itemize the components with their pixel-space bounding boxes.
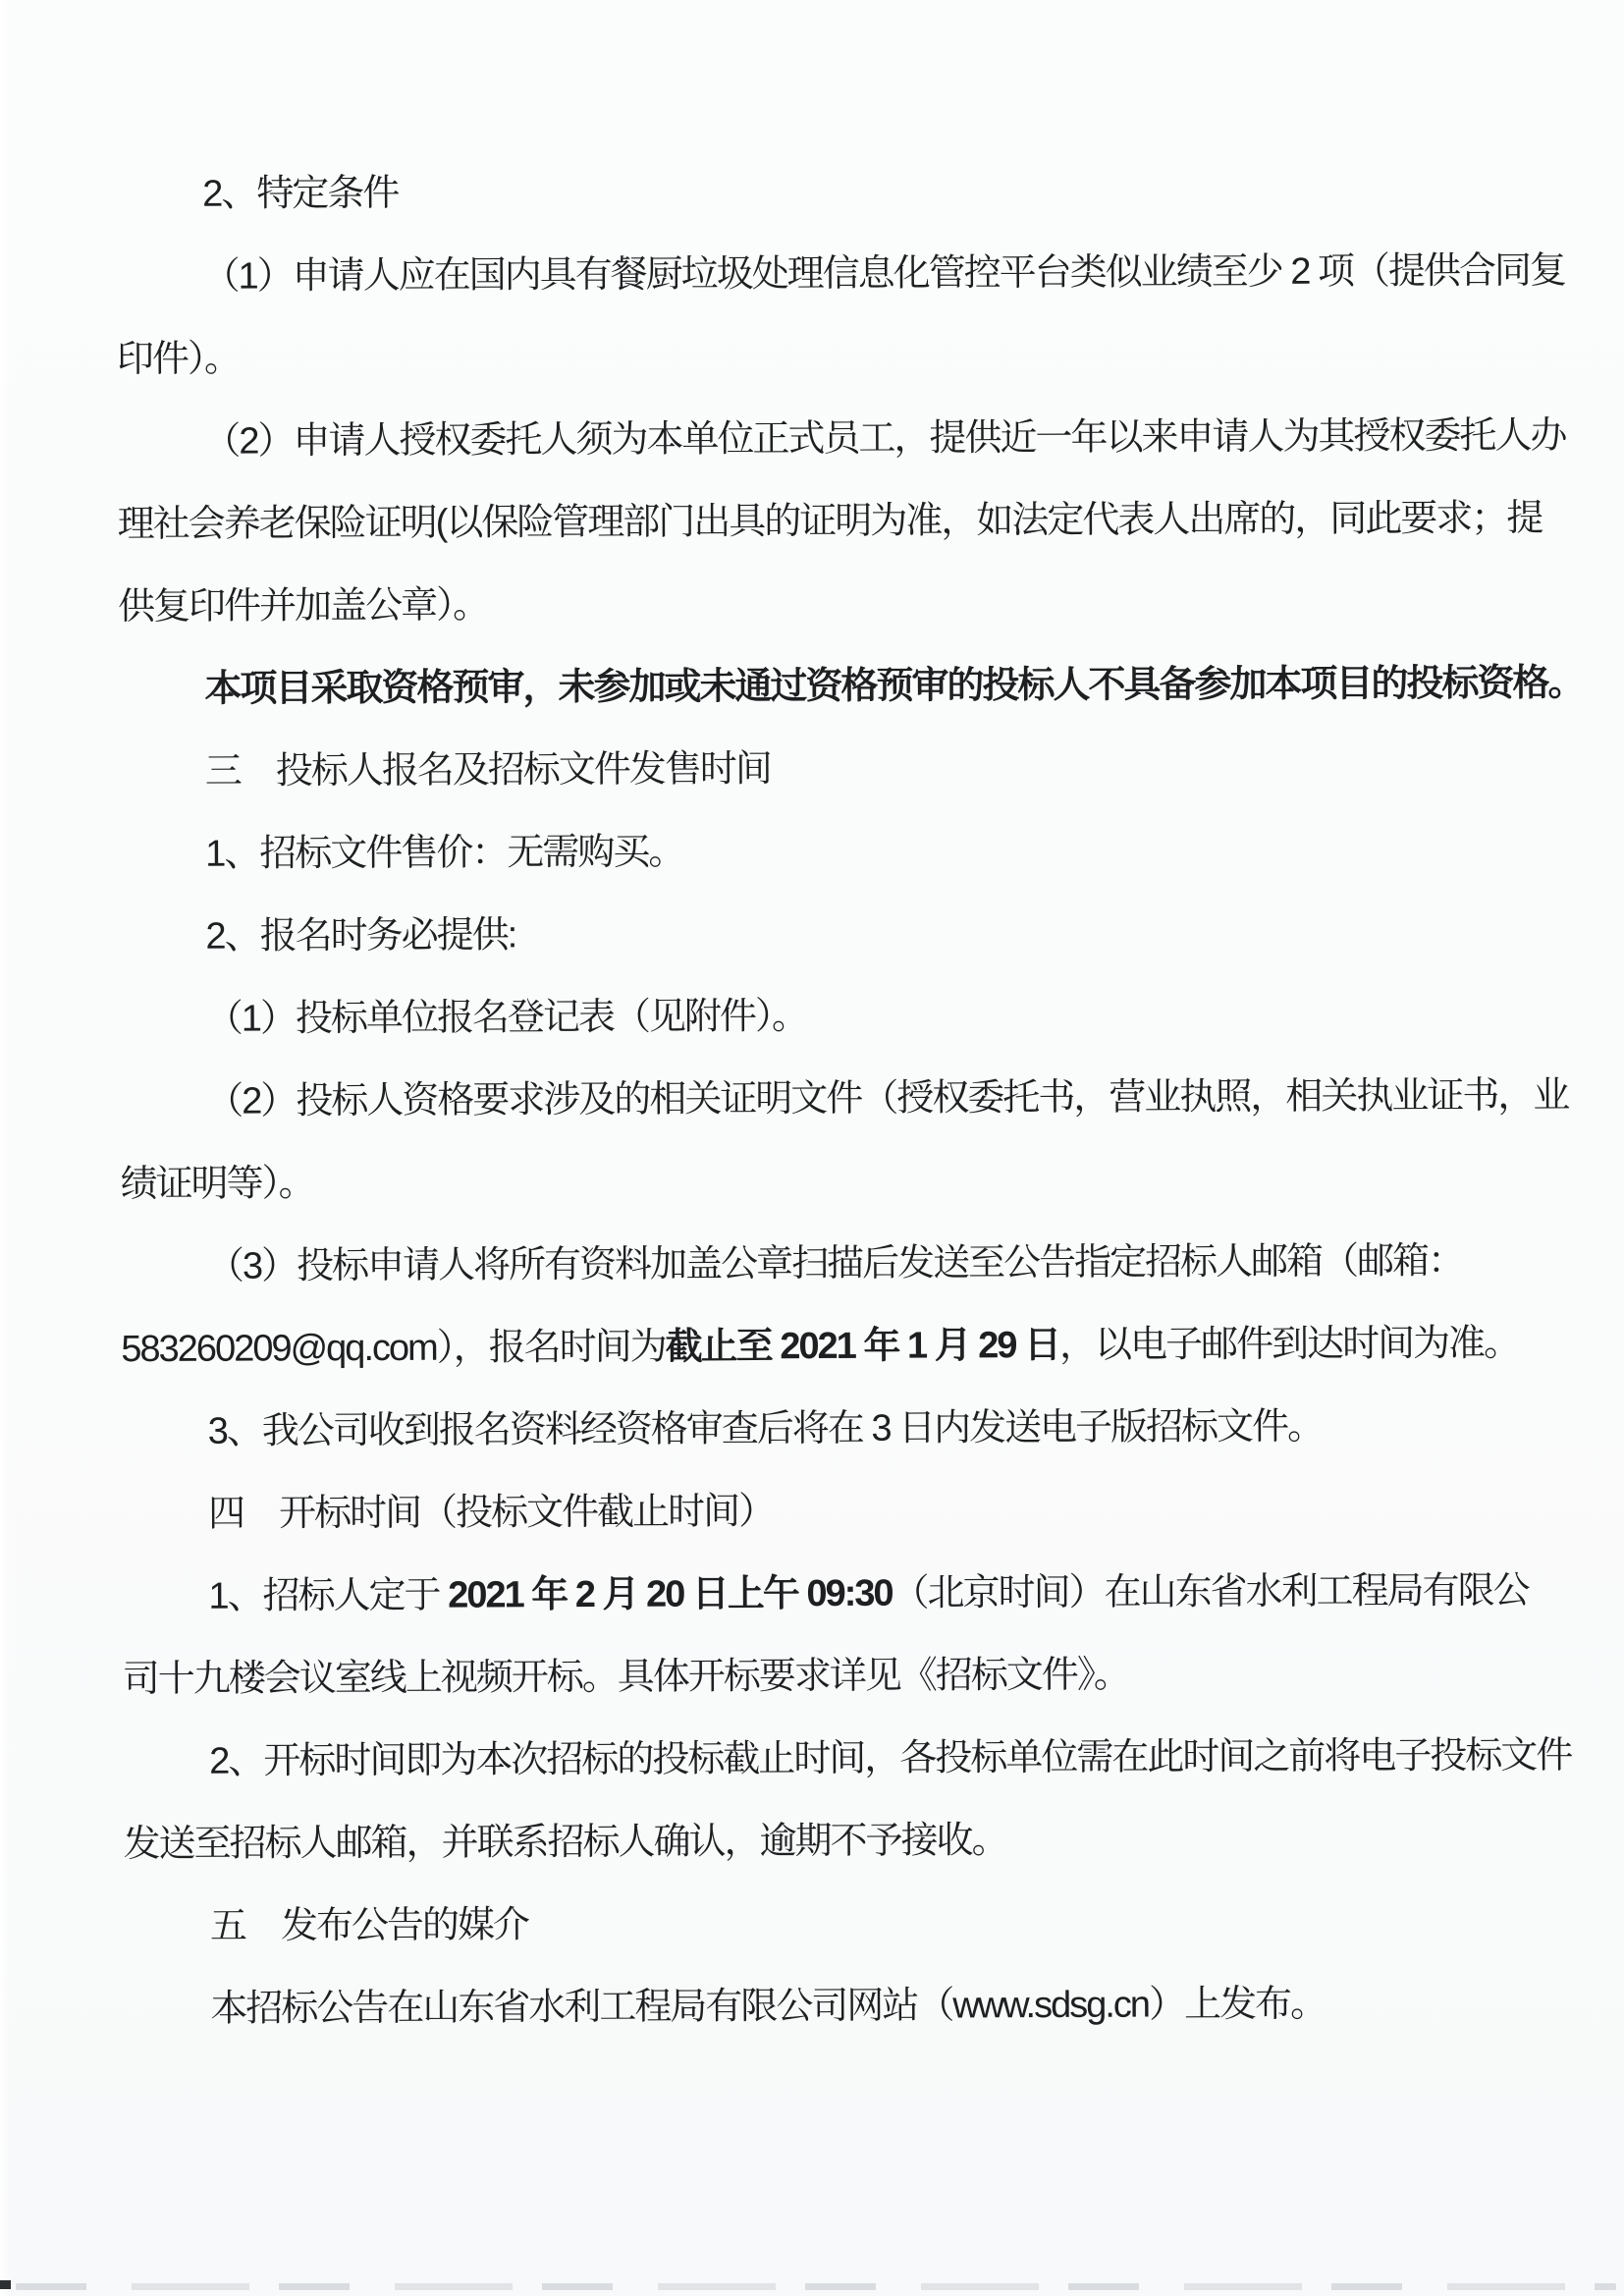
- text-segment-bold: 截止至 2021 年 1 月 29 日: [665, 1324, 1060, 1368]
- text-segment: 本招标公告在山东省水利工程局有限公司网站（www.sdsg.cn）上发布。: [210, 1983, 1326, 2030]
- text-segment: 印件）。: [116, 338, 241, 380]
- text-segment: （1）投标单位报名登记表（见附件）。: [205, 995, 808, 1040]
- scan-edge-artifact: [16, 2283, 1616, 2290]
- text-segment: （北京时间）在山东省水利工程局有限公: [892, 1569, 1529, 1614]
- scan-left-edge: [0, 0, 10, 2296]
- text-line: [118, 637, 1584, 726]
- text-segment: 供复印件并加盖公章）。: [117, 583, 489, 628]
- text-line: [122, 1380, 1536, 1468]
- scan-corner-mark: [0, 2280, 11, 2289]
- text-segment: 绩证明等）。: [120, 1162, 314, 1205]
- text-line: [122, 1462, 1536, 1551]
- text-segment: （3）投标申请人将所有资料加盖公章扫描后发送至公告指定招标人邮箱（邮箱：: [206, 1239, 1464, 1287]
- text-segment: 3、我公司收到报名资料经资格审查后将在 3 日内发送电子版招标文件。: [207, 1405, 1324, 1452]
- text-line: [122, 1545, 1536, 1633]
- text-line: [121, 1297, 1535, 1386]
- text-line: [119, 885, 1533, 973]
- text-line: [119, 802, 1533, 891]
- text-line: [123, 1710, 1572, 1798]
- text-line: [124, 1957, 1538, 2046]
- text-line: [117, 472, 1543, 561]
- text-line: [120, 1132, 1534, 1221]
- text-segment: 五 发布公告的媒介: [209, 1903, 529, 1947]
- text-segment: 理社会养老保险证明(以保险管理部门出具的证明为准，如法定代表人出席的，同此要求；提: [117, 497, 1543, 545]
- text-segment: 四 开标时间（投标文件截止时间）: [207, 1490, 775, 1535]
- text-segment-bold: 本项目采取资格预审，未参加或未通过资格预审的投标人不具备参加本项目的投标资格。: [204, 662, 1584, 710]
- document-lines: [116, 142, 1584, 2046]
- text-segment: （1）申请人应在国内具有餐厨垃圾处理信息化管控平台类似业绩至少 2 项（提供合同复: [202, 249, 1566, 298]
- text-line: [118, 555, 1532, 643]
- text-line: [123, 1792, 1537, 1881]
- text-segment: 1、招标人定于: [208, 1574, 449, 1617]
- text-segment: 2、报名时务必提供:: [205, 913, 516, 957]
- text-line: [117, 390, 1566, 478]
- text-segment: 司十九楼会议室线上视频开标。具体开标要求详见《招标文件》。: [122, 1654, 1129, 1700]
- text-line: [120, 1050, 1569, 1138]
- text-line: [119, 720, 1533, 808]
- text-line: [123, 1627, 1537, 1716]
- text-line: [116, 225, 1566, 313]
- text-line: [124, 1875, 1538, 1963]
- text-segment: 2、特定条件: [202, 172, 399, 215]
- text-segment: （2）投标人资格要求涉及的相关证明文件（授权委托书，营业执照，相关执业证书，业: [206, 1074, 1569, 1122]
- text-segment: 发送至招标人邮箱，并联系招标人确认，逾期不予接收。: [123, 1819, 1007, 1865]
- text-segment: 2、开标时间即为本次招标的投标截止时间，各投标单位需在此时间之前将电子投标文件: [209, 1734, 1572, 1782]
- text-segment: 三 投标人报名及招标文件发售时间: [204, 747, 771, 793]
- text-line: [117, 307, 1531, 396]
- text-line: [116, 142, 1530, 231]
- text-segment-bold: 2021 年 2 月 20 日上午 09:30: [448, 1572, 893, 1616]
- text-line: [121, 1215, 1535, 1303]
- text-segment: （2）申请人授权委托人须为本单位正式员工，提供近一年以来申请人为其授权委托人办: [203, 414, 1566, 463]
- text-segment: 1、招标文件售价：无需购买。: [205, 831, 684, 875]
- text-line: [120, 967, 1534, 1056]
- text-segment: ，以电子邮件到达时间为准。: [1058, 1322, 1520, 1366]
- text-segment: 583260209@qq.com），报名时间为: [121, 1326, 666, 1370]
